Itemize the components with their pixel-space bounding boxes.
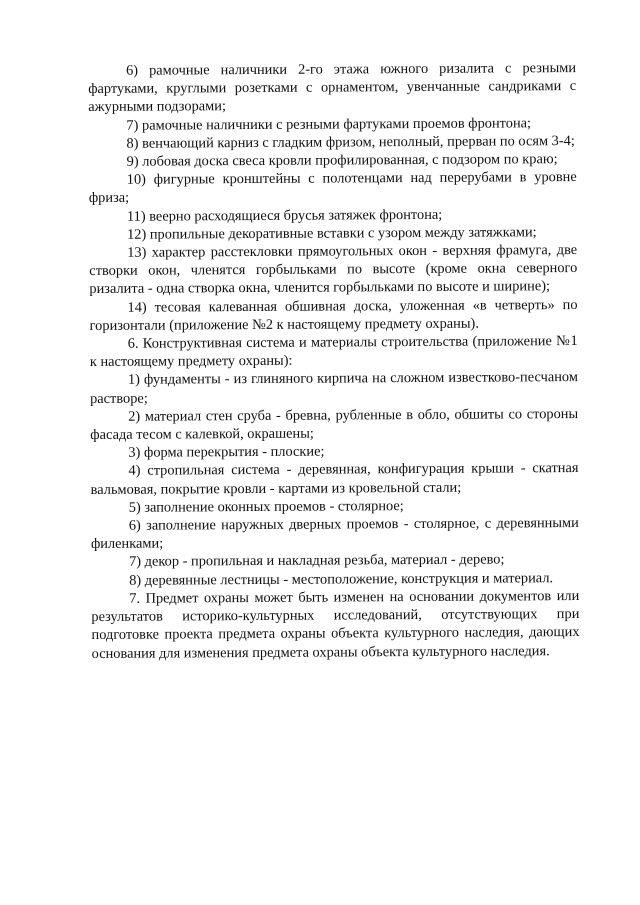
paragraph-item-10: 10) фигурные кронштейны с полотенцами над перерубами в уровне фриза; <box>88 169 577 207</box>
construction-item-5: 5) заполнение оконных проемов - столярное; <box>128 497 404 516</box>
section-6-heading: 6. Конструктивная система и материалы строительства (приложение №1 к настоящему предмету охраны): <box>89 333 578 371</box>
paragraph-item-8: 8) венчающий карниз с гладким фризом, неполный, прерван по осям 3-4; <box>126 132 575 152</box>
paragraph-item-7: 7) рамочные наличники с резными фартуками проемов фронтона; <box>126 114 532 134</box>
paragraph-item-9: 9) лобовая доска свеса кровли профилированная, с подзором по краю; <box>126 151 558 170</box>
paragraph-item-13: 13) характер расстекловки прямоугольных окон - верхняя фрамуга, две створки окон, членятся горбыльками по высоте (кроме окна северного ризалита - одна створка окна, членится горбыльками по высоте и ширине); <box>89 242 578 298</box>
construction-item-8: 8) деревянные лестницы - местоположение, конструкция и материал. <box>129 569 554 589</box>
construction-item-4: 4) стропильная система - деревянная, конфигурация крыши - скатная вальмовая, покрытие кровли - картами из кровельной стали; <box>90 460 579 498</box>
construction-item-6: 6) заполнение наружных дверных проемов - столярное, с деревянными филенками; <box>90 515 579 553</box>
paragraph-item-11: 11) веерно расходящиеся брусья затяжек фронтона; <box>126 206 443 225</box>
paragraph-item-12: 12) пропильные декоративные вставки с узором между затяжками; <box>127 224 537 243</box>
construction-item-2: 2) материал стен сруба - бревна, рубленные в обло, обшиты со стороны фасада тесом с калевкой, окрашены; <box>90 405 579 444</box>
paragraph-item-6: 6) рамочные наличники 2-го этажа южного ризалита с резными фартуками, круглыми розетками с орнаментом, увенчанные сандриками с ажурными подзорами; <box>88 60 577 116</box>
document-body <box>88 59 580 663</box>
construction-item-7: 7) декор - пропильная и накладная резьба, материал - дерево; <box>129 551 505 571</box>
section-7-paragraph: 7. Предмет охраны может быть изменен на основании документов или результатов историко-культурных исследований, отсутствующих при подготовке проекта предмета охраны объекта культурного наследия, дающих основания для изменения предмета охраны объекта культурного наследия. <box>91 587 580 662</box>
construction-item-1: 1) фундаменты - из глиняного кирпича на сложном известково-песчаном растворе; <box>90 369 578 407</box>
construction-item-3: 3) форма перекрытия - плоские; <box>128 443 325 462</box>
paragraph-item-14: 14) тесовая калеванная обшивная доска, уложенная «в четверть» по горизонтали (приложение №2 к настоящему предмету охраны). <box>89 296 578 334</box>
